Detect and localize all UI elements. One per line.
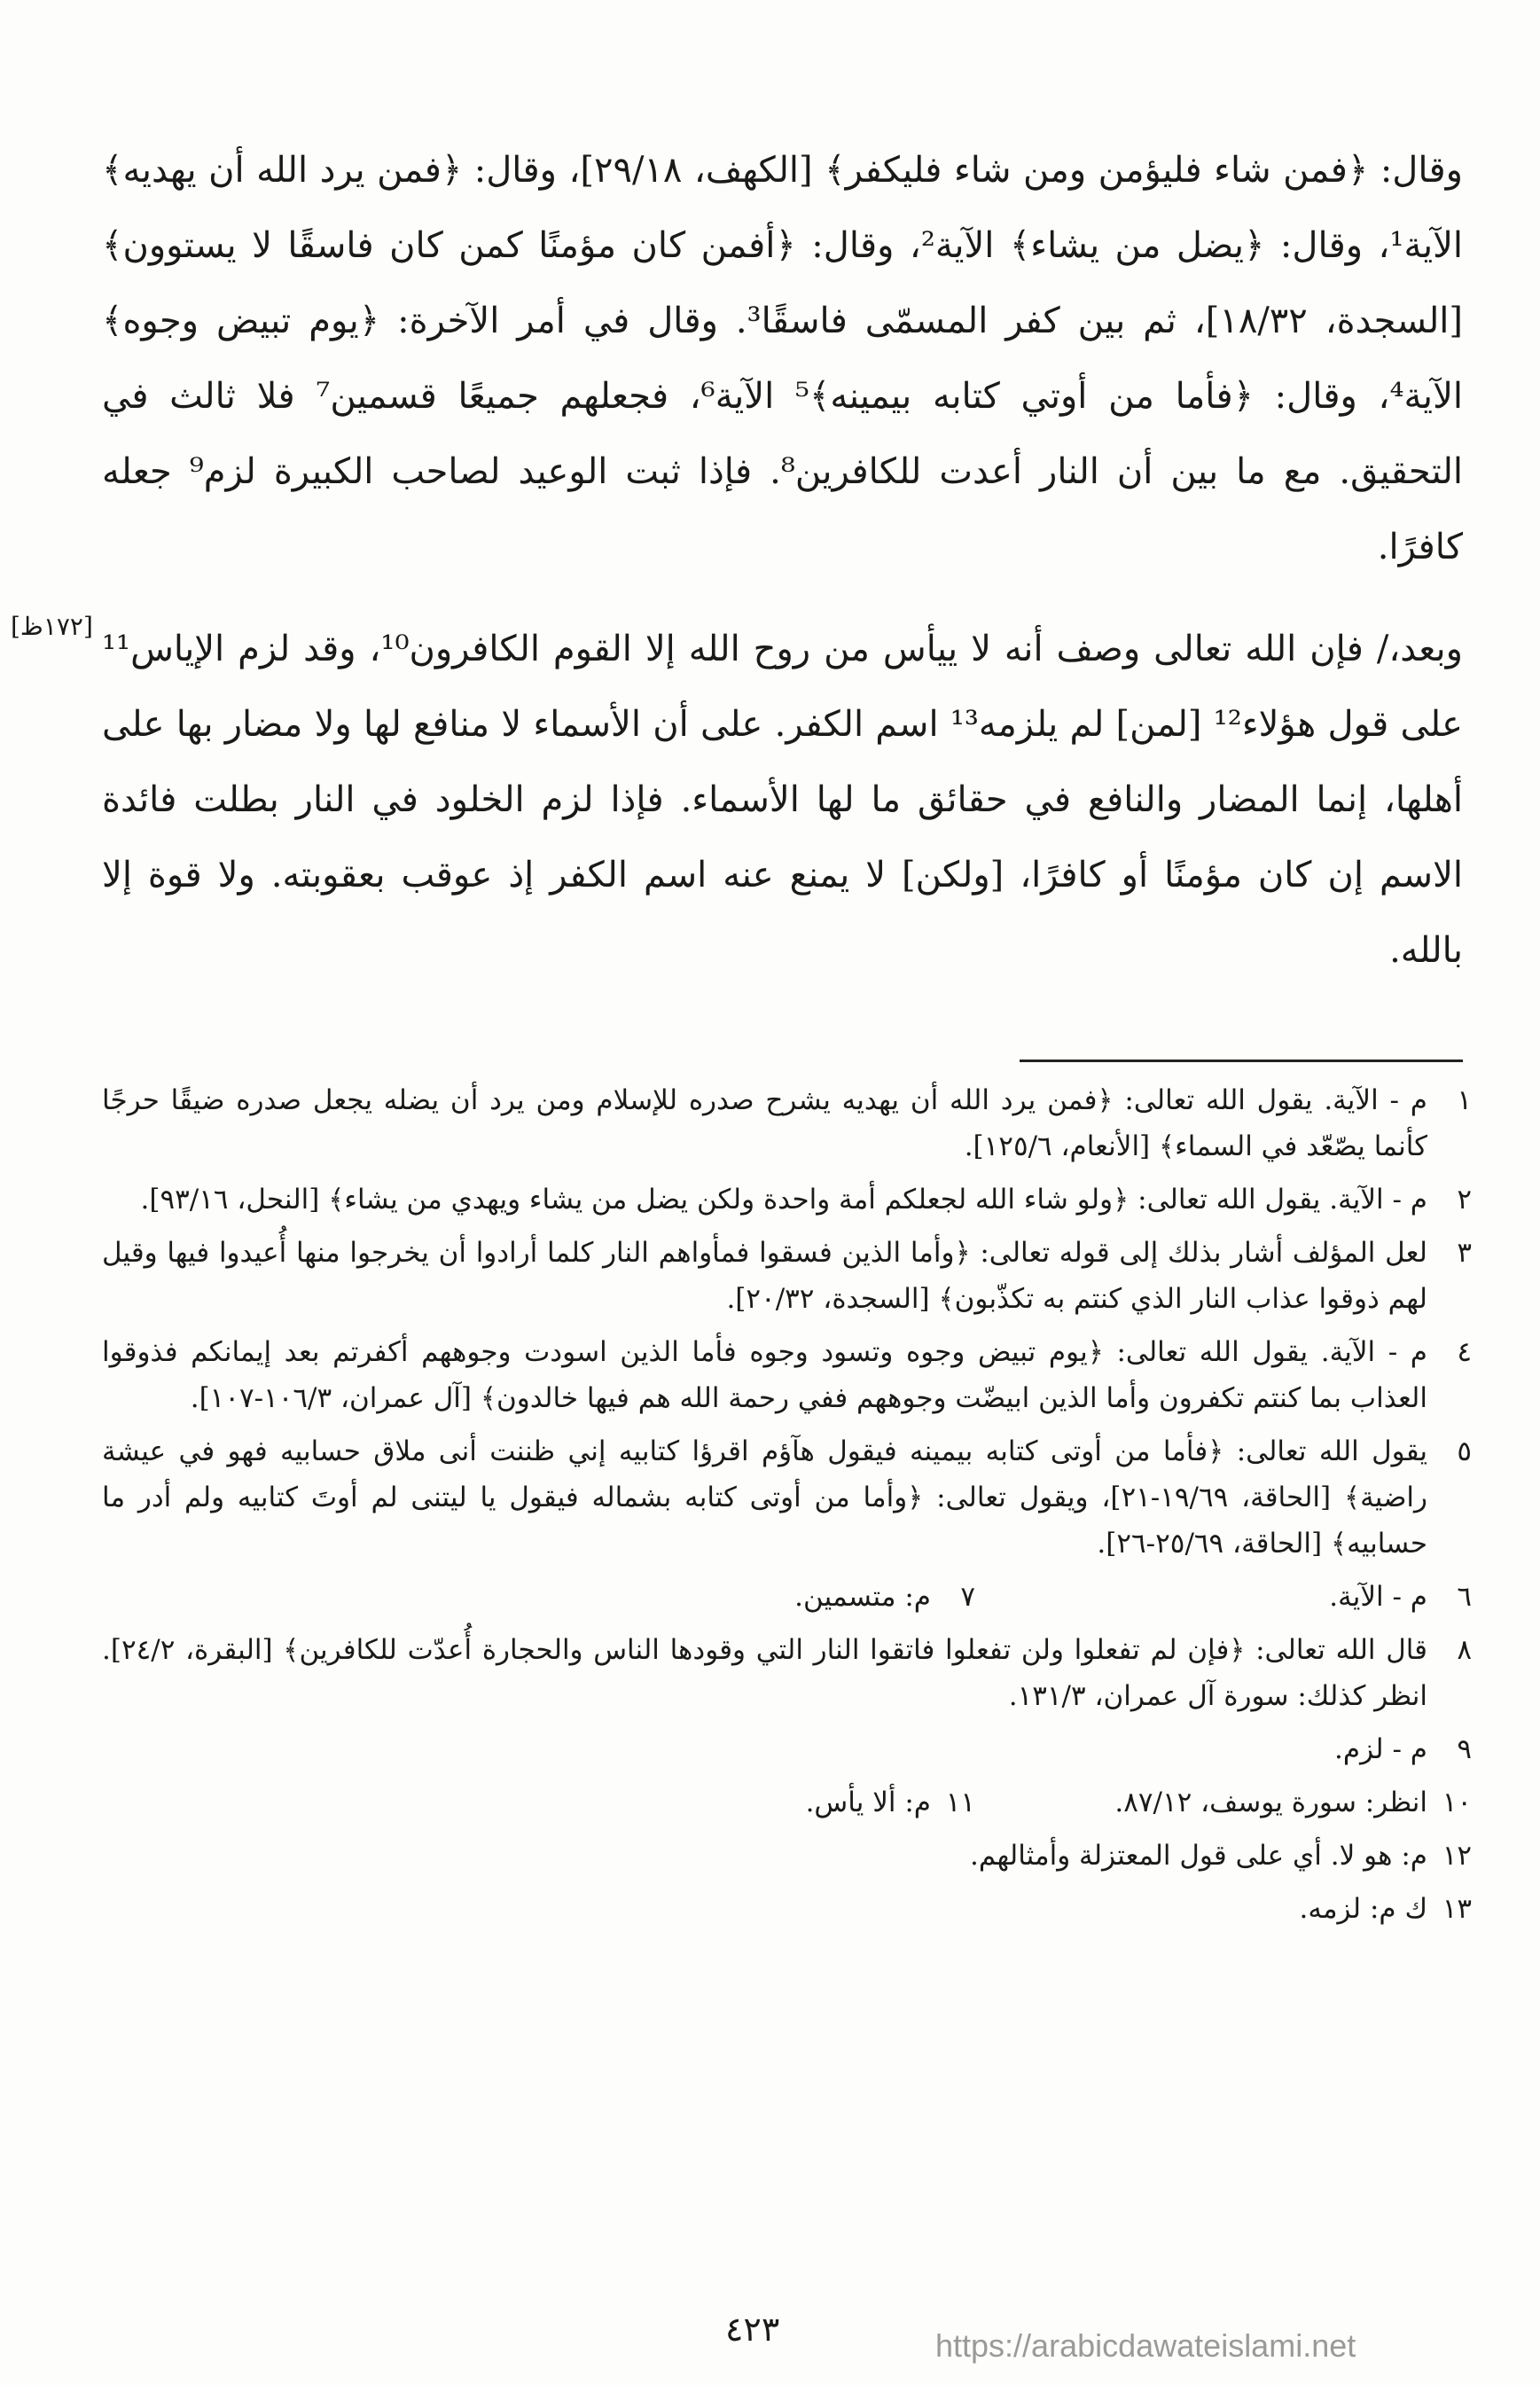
footnote-separator <box>1020 1060 1463 1062</box>
footnote-text: م - الآية. <box>1329 1581 1427 1613</box>
footnote-pair-6-7 <box>102 1574 1472 1620</box>
footnote-number: ٩ <box>1457 1733 1472 1765</box>
footnote-number: ٢ <box>1457 1184 1472 1216</box>
footnote-number: ١١ <box>945 1787 975 1818</box>
footnote-13 <box>102 1886 1472 1932</box>
page-number: ٤٢٣ <box>725 2310 780 2349</box>
footnote-number: ١٢ <box>1442 1840 1472 1872</box>
footnote-2 <box>102 1177 1472 1223</box>
main-paragraph-2: وبعد،/ فإن الله تعالى وصف أنه لا ييأس من روح الله إلا القوم الكافرون¹⁰، وقد لزم الإياس¹¹ على قول هؤلاء¹² [لمن] لم يلزمه¹³ اسم الكفر. على أن الأسماء لا منافع لها ولا مضار بها على أهلها، إنما المضار والنافع في حقائق ما لها الأسماء. فإذا لزم الخلود في النار بطلت فائدة الاسم إن كان مؤمنًا أو كافرًا، [ولكن] لا يمنع عنه اسم الكفر إذ عوقب بعقوبته. ولا قوة إلا بالله. <box>102 629 1464 971</box>
footnote-number: ٦ <box>1457 1581 1472 1613</box>
footnote-number: ٥ <box>1457 1435 1472 1467</box>
footnote-text: ك م: لزمه. <box>1299 1893 1427 1925</box>
footnote-number: ١٣ <box>1442 1893 1472 1925</box>
footnote-5 <box>102 1428 1472 1567</box>
footnote-text: م: متسمين. <box>794 1581 931 1613</box>
footnote-text: م - الآية. يقول الله تعالى: ﴿ولو شاء الله لجعلكم أمة واحدة ولكن يضل من يشاء ويهدي من يشاء﴾ [النحل، ٩٣/١٦]. <box>140 1184 1427 1216</box>
footnote-text: لعل المؤلف أشار بذلك إلى قوله تعالى: ﴿وأما الذين فسقوا فمأواهم النار كلما أرادوا أن يخرجوا منها أُعيدوا فيها وقيل لهم ذوقوا عذاب النار الذي كنتم به تكذّبون﴾ [السجدة، ٢٠/٣٢]. <box>102 1237 1427 1315</box>
footnote-text: م - لزم. <box>1334 1733 1427 1765</box>
footnote-number: ١٠ <box>1442 1787 1472 1818</box>
footnote-7 <box>794 1574 975 1620</box>
main-paragraph-1: وقال: ﴿فمن شاء فليؤمن ومن شاء فليكفر﴾ [الكهف، ٢٩/١٨]، وقال: ﴿فمن يرد الله أن يهديه﴾ الآية¹، وقال: ﴿يضل من يشاء﴾ الآية²، وقال: ﴿أفمن كان مؤمنًا كمن كان فاسقًا لا يستوون﴾ [السجدة، ١٨/٣٢]، ثم بين كفر المسمّى فاسقًا³. وقال في أمر الآخرة: ﴿يوم تبيض وجوه﴾ الآية⁴، وقال: ﴿فأما من أوتي كتابه بيمينه﴾⁵ الآية⁶، فجعلهم جميعًا قسمين⁷ فلا ثالث في التحقيق. مع ما بين أن النار أعدت للكافرين⁸. فإذا ثبت الوعيد لصاحب الكبيرة لزم⁹ جعله كافرًا. <box>102 150 1464 567</box>
footnote-6 <box>975 1574 1472 1620</box>
footnote-text: قال الله تعالى: ﴿فإن لم تفعلوا ولن تفعلوا فاتقوا النار التي وقودها الناس والحجارة أُعدّت للكافرين﴾ [البقرة، ٢٤/٢]. انظر كذلك: سورة آل عمران، ١٣١/٣. <box>102 1634 1427 1712</box>
footnote-text: م - الآية. يقول الله تعالى: ﴿فمن يرد الله أن يهديه يشرح صدره للإسلام ومن يرد أن يضله يجعل صدره ضيقًا حرجًا كأنما يصّعّد في السماء﴾ [الأنعام، ١٢٥/٦]. <box>102 1084 1427 1162</box>
footnote-pair-10-11 <box>102 1779 1472 1826</box>
footnote-text: يقول الله تعالى: ﴿فأما من أوتى كتابه بيمينه فيقول هآؤم اقرؤا كتابيه إني ظننت أنى ملاق حسابيه فهو في عيشة راضية﴾ [الحاقة، ١٩/٦٩-٢١]، ويقول تعالى: ﴿وأما من أوتى كتابه بشماله فيقول يا ليتنى لم أوتَ كتابيه ولم أدر ما حسابيه﴾ [الحاقة، ٢٥/٦٩-٢٦]. <box>102 1435 1427 1560</box>
footnote-number: ٣ <box>1457 1237 1472 1269</box>
watermark-url: https://arabicdawateislami.net <box>935 2327 1356 2364</box>
footnotes <box>102 1077 1472 1939</box>
footnote-11 <box>806 1779 975 1826</box>
footnote-text: م: ألا يأس. <box>805 1787 931 1818</box>
manuscript-folio-note: [١٧٢ظ] <box>11 612 93 641</box>
footnote-9 <box>102 1726 1472 1772</box>
footnote-text: انظر: سورة يوسف، ٨٧/١٢. <box>1114 1787 1427 1818</box>
footnote-number: ٨ <box>1457 1634 1472 1666</box>
footnote-8 <box>102 1627 1472 1719</box>
footnote-number: ١ <box>1457 1084 1472 1116</box>
footnote-4 <box>102 1329 1472 1421</box>
footnote-number: ٧ <box>960 1581 975 1613</box>
footnote-10 <box>975 1779 1472 1826</box>
footnote-12 <box>102 1833 1472 1879</box>
footnote-number: ٤ <box>1457 1336 1472 1368</box>
footnote-text: م - الآية. يقول الله تعالى: ﴿يوم تبيض وجوه وتسود وجوه فأما الذين اسودت وجوههم أكفرتم بعد إيمانكم فذوقوا العذاب بما كنتم تكفرون وأما الذين ابيضّت وجوههم ففي رحمة الله هم فيها خالدون﴾ [آل عمران، ١٠٦/٣-١٠٧]. <box>102 1336 1427 1414</box>
footnote-1 <box>102 1077 1472 1169</box>
footnote-3 <box>102 1230 1472 1322</box>
main-text <box>102 133 1463 989</box>
footnote-text: م: هو لا. أي على قول المعتزلة وأمثالهم. <box>969 1840 1427 1872</box>
